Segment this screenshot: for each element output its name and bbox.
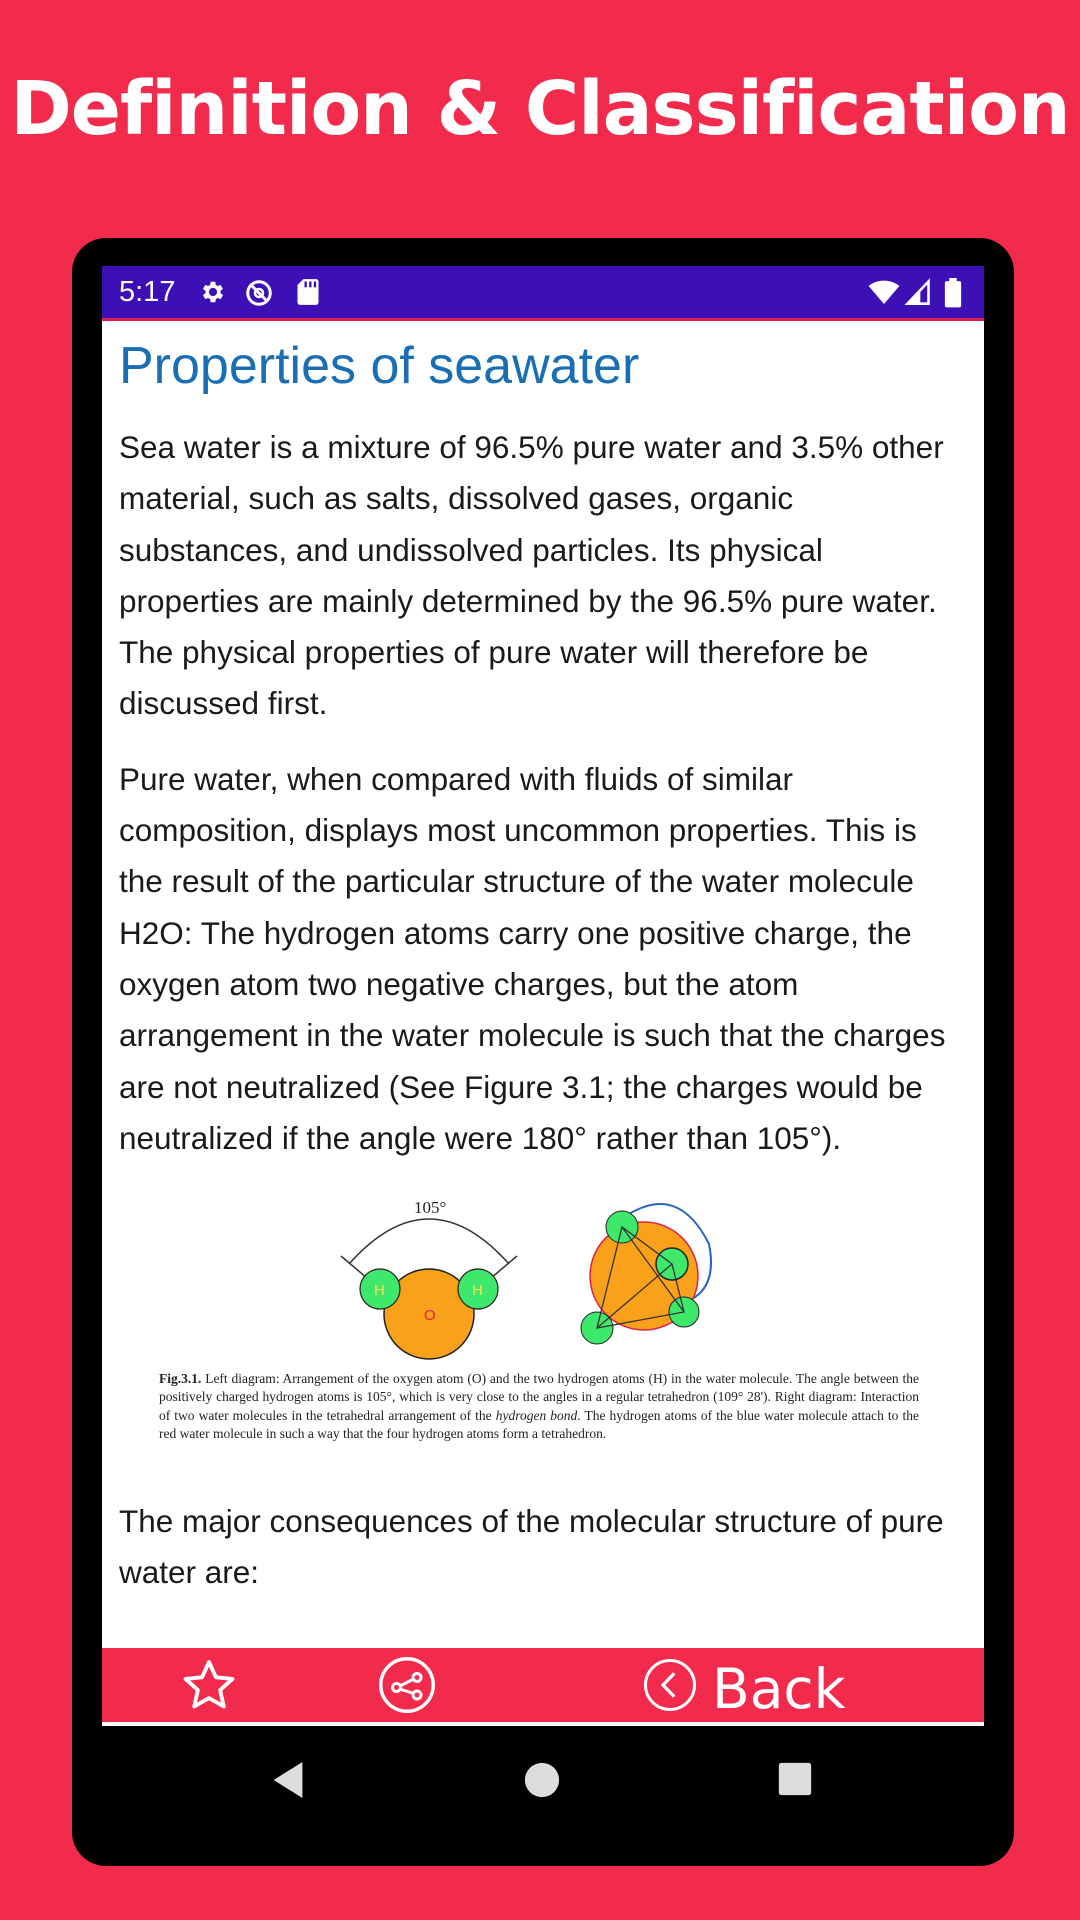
figure-water-molecule [119, 1184, 964, 1484]
caption-italic: hydrogen bond [495, 1407, 578, 1423]
system-nav-bar [72, 1726, 1014, 1826]
sd-card-icon [296, 278, 320, 306]
status-bar [102, 266, 984, 321]
article-paragraph: The major consequences of the molecular structure of pure water are: [119, 1503, 944, 1591]
article-title: Properties of seawater [119, 337, 640, 395]
signal-icon [904, 278, 932, 306]
caption-text: Left diagram: Arrangement of the oxygen atom (O) and the two hydrogen atoms (H) in the water molecule. The angle between the positively charged hydrogen atoms is 105°, which is very close to the angles in a regular tetrahedron (109° 28'). Right diagram: Interaction of two water molecules in the tetrahedral arrangement of the [159, 1371, 919, 1423]
article-paragraph: Sea water is a mixture of 96.5% pure water and 3.5% other material, such as salts, dissolved gases, organic substances, and undissolved particles. Its physical properties are mainly determined by the 96.5% pure water. The physical properties of pure water will therefore be discussed first. [119, 429, 944, 722]
phone-screen [102, 266, 984, 1726]
water-molecule-diagram [319, 1184, 749, 1374]
banner-title: Definition & Classification [10, 66, 1070, 152]
battery-icon [944, 278, 962, 308]
atom-h-label: H [374, 1282, 385, 1300]
figure-caption [159, 1370, 919, 1443]
share-icon[interactable] [377, 1655, 437, 1715]
status-time: 5:17 [119, 276, 176, 308]
back-button[interactable] [642, 1655, 972, 1721]
nav-home-icon[interactable] [524, 1762, 560, 1798]
atom-h-label: H [472, 1282, 483, 1300]
atom-o-label: O [424, 1307, 436, 1325]
star-icon[interactable] [180, 1655, 238, 1715]
bottom-action-bar [102, 1648, 984, 1722]
phone-frame [72, 238, 1014, 1866]
nav-recents-icon[interactable] [778, 1762, 812, 1796]
nav-back-icon[interactable] [270, 1760, 306, 1800]
back-label: Back [712, 1657, 846, 1721]
caption-text: . The hydrogen atoms of the blue water molecule attach to the red water molecule in such a way that the four hydrogen atoms form a tetrahedron. [159, 1407, 919, 1442]
wifi-icon [868, 278, 900, 306]
article-paragraph: Pure water, when compared with fluids of similar composition, displays most uncommon properties. This is the result of the particular structure of the water molecule H2O: The hydrogen atoms carry one positive charge, the oxygen atom two negative charges, but the atom arrangement in the water molecule is such that the charges are not neutralized (See Figure 3.1; the charges would be neutralized if the angle were 180° rather than 105°). [119, 760, 946, 1156]
settings-icon [199, 278, 227, 306]
no-disturb-icon [244, 278, 274, 308]
caption-label: Fig.3.1. [159, 1371, 202, 1387]
angle-label: 105° [414, 1198, 447, 1218]
chevron-left-icon [642, 1657, 698, 1713]
article-content[interactable] [119, 318, 964, 1648]
